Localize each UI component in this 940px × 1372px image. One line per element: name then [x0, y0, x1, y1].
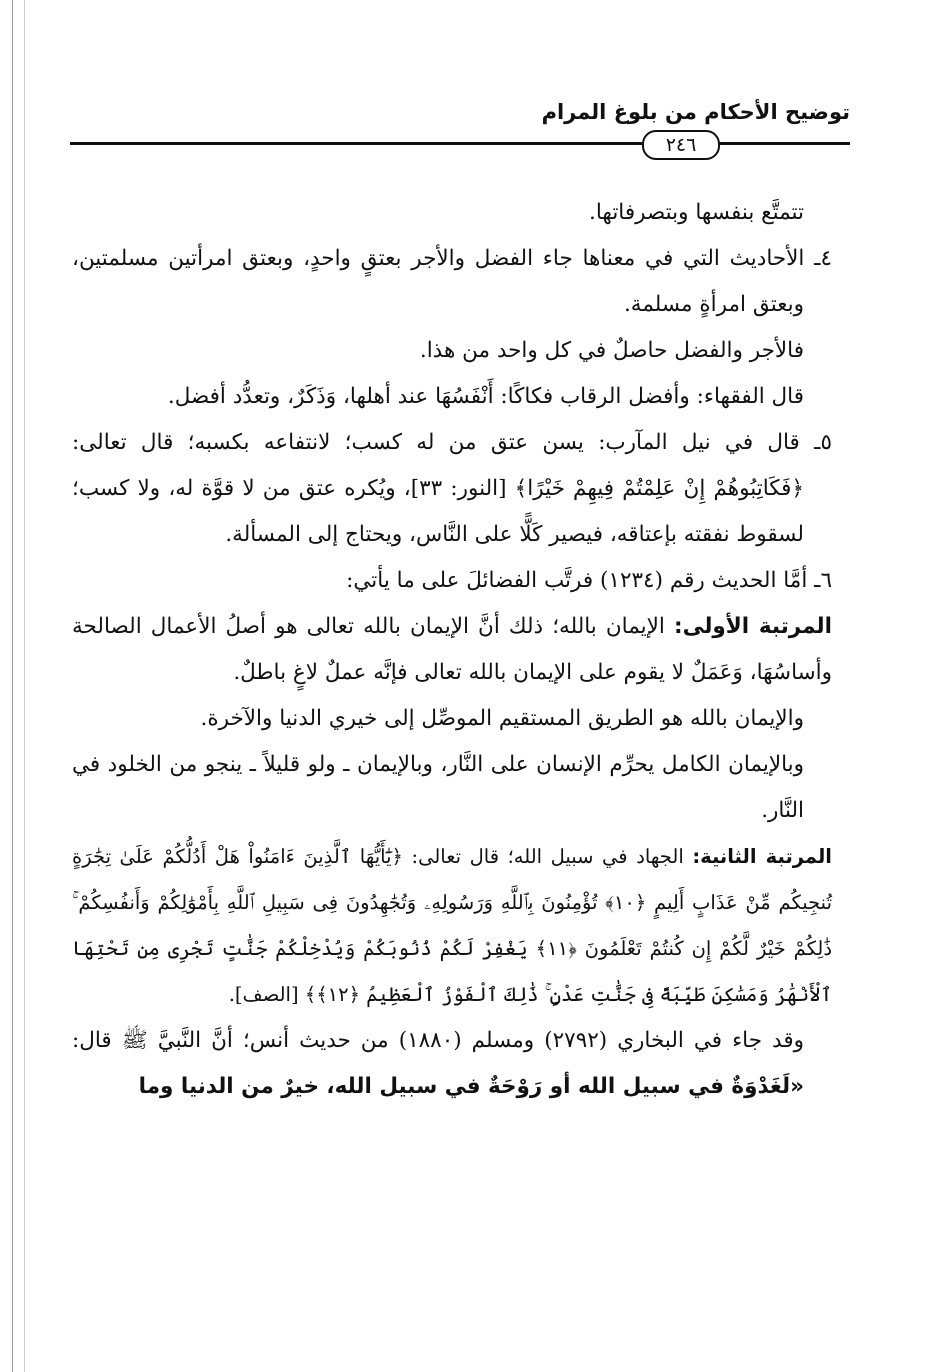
paragraph: فالأجر والفضل حاصلٌ في كل واحد من هذا.: [419, 338, 804, 363]
rank-heading: المرتبة الأولى:: [673, 614, 832, 639]
margin-line: [12, 0, 13, 1372]
paragraph: وبالإيمان الكامل يحرِّم الإنسان على النَّار، وبالإيمان ـ ولو قليلاً ـ ينجو من الخلود في النَّار.: [72, 752, 804, 823]
paragraph: والإيمان بالله هو الطريق المستقيم الموصِّل إلى خيري الدنيا والآخرة.: [200, 706, 804, 731]
list-item-4: ٤ـ الأحاديث التي في معناها جاء الفضل والأجر بعتقٍ واحدٍ، وبعتق امرأتين مسلمتين، وبعتق امرأةٍ مسلمة.: [72, 246, 832, 317]
page-body: [72, 190, 832, 1110]
hadith-intro: وقد جاء في البخاري (٢٧٩٢) ومسلم (١٨٨٠) من حديث أنس؛ أنَّ النَّبيَّ ﷺ قال:: [72, 1028, 804, 1053]
paragraph: [72, 1018, 832, 1110]
rank-paragraph: [72, 834, 832, 1018]
margin-line-inner: [24, 0, 25, 1372]
list-item-6: ٦ـ أمَّا الحديث رقم (١٢٣٤) فرتَّب الفضائلَ على ما يأتي:: [346, 568, 832, 593]
page-header: [70, 100, 850, 130]
page-number: ٢٤٦: [642, 130, 720, 160]
rank-text: الجهاد في سبيل الله؛ قال تعالى: ﴿يَٰٓأَيُّهَا ٱلَّذِينَ ءَامَنُواْ هَلْ أَدُلُّكُمْ عَلَىٰ تِجَٰرَةٍ تُنجِيكُم مِّنْ عَذَابٍ أَلِيمٍ ﴿١٠﴾ تُؤْمِنُونَ بِٱللَّهِ وَرَسُولِهِۦ وَتُجَٰهِدُونَ فِى سَبِيلِ ٱللَّهِ بِأَمْوَٰلِكُمْ وَأَنفُسِكُمْ ۚ ذَٰلِكُمْ خَيْرٌ لَّكُمْ إِن كُنتُمْ تَعْلَمُونَ ﴿١١﴾ يَغْفِرْ لَكُمْ ذُنُوبَكُمْ وَيُدْخِلْكُمْ جَنَّٰتٍ تَجْرِى مِن تَحْتِهَا ٱلْأَنْهَٰرُ وَمَسَٰكِنَ طَيِّبَةً فِى جَنَّٰتِ عَدْنٍ ۚ ذَٰلِكَ ٱلْفَوْزُ ٱلْعَظِيمُ ﴿١٢﴾﴾ [الصف].: [72, 845, 833, 1006]
header-rule-right: [718, 142, 850, 145]
paragraph: قال الفقهاء: وأفضل الرقاب فكاكًا: أَنْفَسُهَا عند أهلها، وَذَكَرٌ، وتعدُّد أفضل.: [167, 384, 804, 409]
header-rule-left: [70, 142, 642, 145]
hadith-text: «لَغَدْوَةٌ في سبيل الله أو رَوْحَةٌ في سبيل الله، خيرٌ من الدنيا وما: [138, 1074, 804, 1099]
paragraph: تتمتَّع بنفسها وبتصرفاتها.: [589, 200, 804, 225]
list-item-5: ٥ـ قال في نيل المآرب: يسن عتق من له كسب؛ لانتفاعه بكسبه؛ قال تعالى: ﴿فَكَاتِبُوهُمْ إِنْ عَلِمْتُمْ فِيهِمْ خَيْرًا﴾ [النور: ٣٣]، ويُكره عتق من لا قوَّة له، ولا كسب؛ لسقوط نفقته بإعتاقه، فيصير كَلًّا على النَّاس، ويحتاج إلى المسألة.: [72, 430, 832, 547]
rank-heading: المرتبة الثانية:: [692, 845, 832, 868]
running-title: توضيح الأحكام من بلوغ المرام: [541, 100, 850, 124]
rank-text: الإيمان بالله؛ ذلك أنَّ الإيمان بالله تعالى هو أصلُ الأعمال الصالحة وأساسُهَا، وَعَمَلٌ لا يقوم على الإيمان بالله تعالى فإنَّه عملٌ لاغٍ باطلٌ.: [72, 614, 832, 685]
rank-paragraph: [72, 604, 832, 696]
